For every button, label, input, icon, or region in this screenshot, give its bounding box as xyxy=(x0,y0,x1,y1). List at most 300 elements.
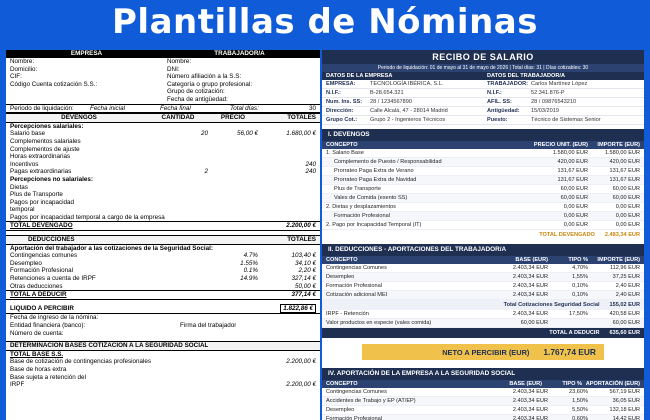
aportacion-section: IV. APORTACIÓN DE LA EMPRESA A LA SEGURIDAD SOCIAL xyxy=(322,368,644,380)
deducciones-list xyxy=(6,252,320,290)
trabajador-kv xyxy=(483,89,644,98)
trabajador-kv-value: 52.341.876-P xyxy=(531,90,565,96)
trabajador-kv xyxy=(483,107,644,116)
no-salarial-row xyxy=(6,191,320,199)
fecha-ingreso-label: Fecha de ingreso de la nómina: xyxy=(10,314,99,322)
ded-concepto-col: CONCEPTO xyxy=(326,257,358,263)
no-salarial-concept: Pagos por incapacidad temporal a cargo de la empresa xyxy=(10,213,165,221)
devengo-concept: Incentivos xyxy=(10,160,39,168)
ap-concepto-col: CONCEPTO xyxy=(326,381,358,387)
total-dias-label: Total días: xyxy=(230,104,259,112)
devengo-table-concept: Plus de Transporte xyxy=(334,186,381,192)
total-cot-value: 155,02 EUR xyxy=(609,302,640,308)
neto-value: 1.767,74 EUR xyxy=(543,346,596,357)
trabajador-kv-key: AFIL. SS: xyxy=(487,99,512,105)
no-salarial-concept: Plus de Transporte xyxy=(10,191,63,199)
deduccion-table-row-base: 2.403,34 EUR xyxy=(512,292,548,298)
devengo-cantidad xyxy=(148,146,208,154)
empresa-kv-value: TECNOLOGÍA IBÉRICA, S.L. xyxy=(370,81,444,87)
devengo-table-unit: 60,00 EUR xyxy=(560,195,588,201)
deduccion-table-row xyxy=(322,310,644,319)
base-row xyxy=(6,374,320,382)
total-base-row xyxy=(6,351,320,359)
receipt-info xyxy=(322,72,644,125)
base-title xyxy=(6,341,320,351)
devengo-row xyxy=(6,130,320,138)
cuenta-label: Número de cuenta: xyxy=(10,329,64,337)
deduccion-table-row xyxy=(322,319,644,328)
devengo-table-row xyxy=(322,167,644,176)
aportacion-table-row-importe: 36,05 EUR xyxy=(612,398,640,404)
no-salariales-list xyxy=(6,184,320,222)
devengo-table-unit: 0,00 EUR xyxy=(563,222,588,228)
trabajador-kv xyxy=(483,80,644,89)
no-salarial-row xyxy=(6,199,320,207)
deduccion-table-row-importe: 60,00 EUR xyxy=(612,320,640,326)
importe-col: IMPORTE (EUR) xyxy=(597,142,640,148)
devengo-table-concept: 2. Dietas y desplazamientos xyxy=(326,204,396,210)
deducciones-table-2 xyxy=(322,310,644,328)
empresa-field xyxy=(6,58,163,66)
base-concept: Base de horas extra xyxy=(10,365,67,373)
no-salarial-row xyxy=(6,206,320,214)
entidad-label: Entidad financiera (banco): xyxy=(10,322,86,329)
precio-col: PRECIO xyxy=(220,114,246,122)
deduccion-table-row-concept: Desempleo xyxy=(326,274,355,280)
empresa-fields xyxy=(6,58,163,104)
empresa-kv-list xyxy=(322,80,483,125)
deduccion-table-row-importe: 37,25 EUR xyxy=(612,274,640,280)
trabajador-field xyxy=(163,58,320,66)
ded-tipo-col: TIPO % xyxy=(568,257,588,263)
no-salarial-concept: temporal xyxy=(10,206,35,214)
deduccion-pct: 0.1% xyxy=(243,267,258,275)
trabajador-field xyxy=(163,73,320,81)
devengos-header xyxy=(6,113,320,123)
liquido-label: LIQUIDO A PERCIBIR xyxy=(10,304,74,312)
deduccion-table-row-base: 2.403,34 EUR xyxy=(512,283,548,289)
total-cot-row xyxy=(322,300,644,310)
empresa-kv-value: Grupo 2 - Ingenieros Técnicos xyxy=(370,117,446,123)
empresa-field-label: Código Cuenta cotización S.S.: xyxy=(10,80,98,88)
trabajador-kv-key: Puesto: xyxy=(487,117,508,123)
trabajador-field xyxy=(163,96,320,104)
trabajador-field-label: Número afiliación a la S.S: xyxy=(167,73,242,81)
empresa-kv-key: Dirección: xyxy=(326,108,354,114)
liquido-value: 1.822,86 € xyxy=(280,304,316,314)
devengos-col-header xyxy=(322,141,644,149)
total-devengado-row xyxy=(322,230,644,240)
deduccion-table-row-base: 2.403,34 EUR xyxy=(512,274,548,280)
devengo-table-concept: Prorrateo Paga Extra de Navidad xyxy=(334,177,417,183)
aportacion-col-header xyxy=(322,380,644,388)
devengo-table-unit: 60,00 EUR xyxy=(560,186,588,192)
empresa-kv xyxy=(322,89,483,98)
aportacion-title: Aportación del trabajador a las cotizaciones de la Seguridad Social: xyxy=(10,244,213,252)
devengo-precio xyxy=(208,146,258,154)
deduccion-table-row-importe: 2,40 EUR xyxy=(615,292,640,298)
deduccion-pct: 1.55% xyxy=(240,259,258,267)
concepto-col: CONCEPTO xyxy=(326,142,358,148)
deduccion-table-row-tipo: 1,55% xyxy=(572,274,588,280)
aportacion-table-row-tipo: 5,50% xyxy=(572,407,588,413)
trabajador-kv-key: Antigüedad: xyxy=(487,108,520,114)
aportacion-table-row-tipo: 0,60% xyxy=(572,416,588,420)
devengo-cantidad xyxy=(148,138,208,146)
devengo-concept: Complementos salariales xyxy=(10,137,81,145)
trabajador-kv-key: TRABAJADOR: xyxy=(487,81,529,87)
no-salarial-row xyxy=(6,214,320,222)
aportacion-table-row-concept: Desempleo xyxy=(326,407,355,413)
devengo-table-unit: 0,00 EUR xyxy=(563,213,588,219)
aportacion-table-row xyxy=(322,415,644,420)
empresa-kv-key: N.I.F.: xyxy=(326,90,341,96)
devengo-table-concept: Prorrateo Paga Extra de Verano xyxy=(334,168,414,174)
deduccion-table-row-importe: 112,96 EUR xyxy=(609,265,640,271)
devengo-table-importe: 0,00 EUR xyxy=(615,222,640,228)
trabajador-field-label: Grupo de cotización: xyxy=(167,88,225,96)
devengo-table-importe: 0,00 EUR xyxy=(615,213,640,219)
devengo-precio xyxy=(208,168,258,176)
devengo-row xyxy=(6,168,320,176)
banner-title: Plantillas de Nóminas xyxy=(112,2,538,42)
deducciones-header xyxy=(6,235,320,245)
devengo-table-unit: 1.580,00 EUR xyxy=(552,150,588,156)
trabajador-kv-list xyxy=(483,80,644,125)
aportacion-table-row-base: 2.403,34 EUR xyxy=(512,407,548,413)
ded-base-col: BASE (EUR) xyxy=(515,257,548,263)
devengo-table-concept: Vales de Comida (exento SS) xyxy=(334,195,408,201)
deduccion-table-row-tipo: 4,70% xyxy=(572,265,588,271)
deduccion-row xyxy=(6,260,320,268)
trabajador-kv-key: N.I.F.: xyxy=(487,90,502,96)
devengo-total: 1.680,00 € xyxy=(286,130,316,138)
devengo-table-importe: 131,67 EUR xyxy=(609,177,640,183)
devengo-table-importe: 131,67 EUR xyxy=(609,168,640,174)
devengo-table-unit: 0,00 EUR xyxy=(563,204,588,210)
devengo-table-concept: 1. Salario Base xyxy=(326,150,364,156)
devengo-cantidad: 20 xyxy=(200,130,208,138)
empresa-kv-value: 28 / 1234567890 xyxy=(370,99,412,105)
deducciones-col-header xyxy=(322,256,644,264)
base-total: 2.200,00 € xyxy=(286,381,316,389)
devengo-table-importe: 0,00 EUR xyxy=(615,204,640,210)
aportacion-table-row-tipo: 23,60% xyxy=(569,389,588,395)
trabajador-field xyxy=(163,81,320,89)
aportacion-table-row-importe: 14,42 EUR xyxy=(612,416,640,420)
trabajador-label: TRABAJADOR/A xyxy=(214,50,265,57)
deduccion-table-row-tipo: 0,10% xyxy=(572,283,588,289)
devengos-table xyxy=(322,149,644,230)
base-concept: Base sujeta a retención del xyxy=(10,373,86,381)
devengo-precio xyxy=(208,138,258,146)
fecha-ingreso xyxy=(6,313,320,322)
cantidad-col: CANTIDAD xyxy=(161,114,195,122)
empresa-kv-key: EMPRESA: xyxy=(326,81,356,87)
total-cot-label: Total Cotizaciones Seguridad Social xyxy=(503,302,600,308)
base-total: 2.200,00 € xyxy=(286,358,316,366)
percepciones-no-salariales: Percepciones no salariales: xyxy=(10,175,93,183)
aportacion-table-row-importe: 567,19 EUR xyxy=(609,389,640,395)
devengo-cantidad xyxy=(148,153,208,161)
left-header-bar xyxy=(6,50,320,58)
deduccion-row xyxy=(6,252,320,260)
empresa-field xyxy=(6,66,163,74)
devengo-row xyxy=(6,146,320,154)
devengo-row xyxy=(6,138,320,146)
aportacion-table xyxy=(322,388,644,420)
receipt-title: RECIBO DE SALARIO xyxy=(322,50,644,64)
banner xyxy=(0,0,650,44)
devengos-list xyxy=(6,130,320,176)
empresa-kv xyxy=(322,107,483,116)
aportacion-table-row-concept: Formación Profesional xyxy=(326,416,382,420)
deduccion-table-row-tipo xyxy=(548,319,588,327)
deduccion-table-row-base: 2.403,34 EUR xyxy=(512,265,548,271)
devengo-table-row xyxy=(322,176,644,185)
periodo-row xyxy=(6,104,320,114)
empresa-kv-value: B-28.654.321 xyxy=(370,90,404,96)
trabajador-kv-value: Carlos Martínez López xyxy=(531,81,588,87)
empresa-field-label: Domicilio: xyxy=(10,65,38,73)
devengo-table-row xyxy=(322,149,644,158)
trabajador-fields xyxy=(163,58,320,104)
total-deducir-label: TOTAL A DEDUCIR xyxy=(10,291,67,299)
empresa-kv-value: Calle Alcalá, 47 - 28014 Madrid xyxy=(370,108,448,114)
deduccion-pct: 4.7% xyxy=(243,252,258,260)
total-dias-value: 30 xyxy=(308,104,316,112)
total-deducir-row xyxy=(322,328,644,338)
trabajador-kv-value: 15/03/2019 xyxy=(531,108,559,114)
deduccion-table-row xyxy=(322,291,644,300)
empresa-info xyxy=(322,72,483,125)
percepciones-salariales: Percepciones salariales: xyxy=(10,122,84,130)
devengo-table-row xyxy=(322,221,644,230)
deduccion-table-row-importe: 2,40 EUR xyxy=(615,283,640,289)
devengo-table-row xyxy=(322,185,644,194)
precio-unit-col: PRECIO UNIT. (EUR) xyxy=(533,142,588,148)
right-payslip-receipt xyxy=(322,50,644,420)
trabajador-info xyxy=(483,72,644,125)
devengo-table-row xyxy=(322,212,644,221)
devengo-total: 240 xyxy=(305,160,316,168)
empresa-field-label: CIF: xyxy=(10,73,22,81)
deduccion-total: 2,20 € xyxy=(298,267,316,275)
total-deducir-row xyxy=(6,290,320,300)
deduccion-row xyxy=(6,283,320,291)
aportacion-table-row xyxy=(322,406,644,415)
empresa-field xyxy=(6,73,163,81)
empresa-kv-key: Grupo Cot.: xyxy=(326,117,358,123)
neto-label: NETO A PERCIBIR (EUR) xyxy=(442,347,530,357)
deduccion-table-row-importe: 420,58 EUR xyxy=(609,311,640,317)
devengo-table-unit: 420,00 EUR xyxy=(557,159,588,165)
base-row xyxy=(6,366,320,374)
devengo-concept: Complementos de ajuste xyxy=(10,145,80,153)
empresa-kv-key: Num. Ins. SS: xyxy=(326,99,363,105)
deduccion-table-row-base: 2.403,34 EUR xyxy=(512,311,548,317)
empresa-field xyxy=(6,81,163,89)
aportacion-table-row-base: 2.403,34 EUR xyxy=(512,416,548,420)
devengo-table-concept: 2. Pago por Incapacidad Temporal (IT) xyxy=(326,222,422,228)
deduccion-table-row-tipo: 0,10% xyxy=(572,292,588,298)
devengo-table-unit: 131,67 EUR xyxy=(557,177,588,183)
deduccion-pct: 14.9% xyxy=(240,275,258,283)
empresa-kv xyxy=(322,98,483,107)
deduccion-table-row xyxy=(322,273,644,282)
base-row xyxy=(6,381,320,389)
fecha-inicial: Fecha inicial xyxy=(90,104,125,112)
devengos-col: DEVENGOS xyxy=(61,114,97,122)
devengo-total xyxy=(258,146,316,154)
total-deducir-value: 377,14 € xyxy=(291,291,316,299)
aportacion-table-row-base: 2.403,34 EUR xyxy=(512,389,548,395)
base-title-text: DETERMINACIÓN BASES COTIZACIÓN A LA SEGURIDAD SOCIAL xyxy=(10,342,209,350)
deduccion-table-row-concept: Formación Profesional xyxy=(326,283,382,289)
fecha-final: Fecha final xyxy=(160,104,191,112)
aportacion-table-row-base: 2.403,34 EUR xyxy=(512,398,548,404)
devengo-total xyxy=(258,153,316,161)
devengo-concept: Pagas extraordinarias xyxy=(10,168,72,176)
deduccion-table-row-concept: IRPF - Retención xyxy=(326,311,369,317)
devengo-precio xyxy=(208,161,258,169)
trabajador-field xyxy=(163,66,320,74)
deduccion-pct xyxy=(208,283,258,291)
deduccion-concept: Desempleo xyxy=(10,259,42,267)
deduccion-table-row-base: 60,00 EUR xyxy=(520,320,548,326)
base-list xyxy=(6,358,320,388)
total-devengado-label: TOTAL DEVENGADO xyxy=(10,222,73,230)
trabajador-field xyxy=(163,88,320,96)
total-base-label: TOTAL BASE S.S. xyxy=(10,350,64,358)
deduccion-row xyxy=(6,267,320,275)
trabajador-kv xyxy=(483,98,644,107)
deduccion-table-row xyxy=(322,282,644,291)
devengo-concept: Salario base xyxy=(10,130,46,138)
devengo-table-concept: Complemento de Puesto / Responsabilidad xyxy=(334,159,442,165)
deduccion-concept: Formación Profesional xyxy=(10,267,73,275)
no-salarial-concept: Dietas xyxy=(10,183,28,191)
aportacion-table-row-tipo: 1,50% xyxy=(572,398,588,404)
neto-a-percibir xyxy=(362,344,604,360)
devengo-total xyxy=(258,138,316,146)
aportacion-table-row-concept: Contingencias Comunes xyxy=(326,389,387,395)
left-payslip-template xyxy=(6,50,320,420)
devengo-table-row xyxy=(322,203,644,212)
no-salarial-concept: Pagos por incapacidad xyxy=(10,198,75,206)
devengo-precio xyxy=(208,153,258,161)
firma-label: Firma del trabajador xyxy=(180,322,237,329)
trabajador-field-label: Categoría o grupo profesional: xyxy=(167,80,253,88)
total-devengado-value: 2.483,34 EUR xyxy=(604,232,640,238)
empresa-label: EMPRESA xyxy=(70,50,103,57)
devengo-table-importe: 60,00 EUR xyxy=(612,195,640,201)
deducciones-section: II. DEDUCCIONES - APORTACIONES DEL TRABAJADOR/A xyxy=(322,244,644,256)
devengo-total: 240 xyxy=(305,168,316,176)
devengo-concept: Horas extraordinarias xyxy=(10,153,71,161)
deduccion-total: 327,14 € xyxy=(291,275,316,283)
ap-tipo-col: TIPO % xyxy=(562,381,582,387)
devengo-table-importe: 60,00 EUR xyxy=(612,186,640,192)
receipt-period: Periodo de liquidación: 01 de mayo al 31 de mayo de 2026 | Total días: 31 | Días cotizables: 30 xyxy=(322,64,644,72)
periodo-label: Periodo de liquidación: xyxy=(10,104,74,112)
empresa-head: DATOS DE LA EMPRESA xyxy=(322,72,483,80)
devengo-table-row xyxy=(322,158,644,167)
deduccion-table-row-concept: Contingencias Comunes xyxy=(326,265,387,271)
empresa-kv xyxy=(322,116,483,125)
base-row xyxy=(6,358,320,366)
total-deducir-label: TOTAL A DEDUCIR xyxy=(549,330,600,336)
total-devengado-row xyxy=(6,221,320,231)
trabajador-kv-value: Técnico de Sistemas Senior xyxy=(531,117,601,123)
deducciones-table xyxy=(322,264,644,300)
deduccion-table-row-tipo: 17,50% xyxy=(569,311,588,317)
cuenta-row xyxy=(6,330,320,338)
no-salarial-row xyxy=(6,184,320,192)
devengo-precio: 56,00 € xyxy=(236,130,258,138)
deduccion-table-row-concept: Cotización adicional MEI xyxy=(326,292,388,298)
devengo-cantidad: 2 xyxy=(204,168,208,176)
devengo-row xyxy=(6,153,320,161)
empresa-field-label: Nombre: xyxy=(10,58,35,65)
deduccion-table-row-concept: Valor productos en especie (vales comida) xyxy=(326,320,432,326)
totales-col: TOTALES xyxy=(287,114,316,122)
devengo-table-concept: Formación Profesional xyxy=(334,213,390,219)
liquido-row xyxy=(6,304,320,314)
empresa-kv xyxy=(322,80,483,89)
trabajador-kv xyxy=(483,116,644,125)
total-devengado-value: 2.200,00 € xyxy=(286,222,316,230)
total-deducir-value: 635,60 EUR xyxy=(609,330,640,336)
ded-totales-col: TOTALES xyxy=(287,236,316,244)
trabajador-field-label: Nombre: xyxy=(167,58,192,65)
trabajador-head: DATOS DEL TRABAJADOR/A xyxy=(483,72,644,80)
ap-aportacion-col: APORTACIÓN (EUR) xyxy=(585,381,640,387)
total-devengado-label: TOTAL DEVENGADO xyxy=(539,232,595,238)
deduccion-total: 34,10 € xyxy=(294,259,316,267)
deduccion-total: 103,40 € xyxy=(291,252,316,260)
trabajador-field-label: Fecha de antigüedad: xyxy=(167,95,228,103)
base-concept: IRPF xyxy=(10,381,25,389)
base-total xyxy=(258,366,316,374)
devengo-cantidad xyxy=(148,161,208,169)
entidad-row xyxy=(6,322,320,330)
devengo-table-importe: 420,00 EUR xyxy=(609,159,640,165)
deduccion-concept: Contingencias comunes xyxy=(10,252,78,260)
deduccion-concept: Otras deducciones xyxy=(10,282,63,290)
deduccion-concept: Retenciones a cuenta de IRPF xyxy=(10,275,96,283)
devengo-row xyxy=(6,161,320,169)
deduccion-table-row xyxy=(322,264,644,273)
deduccion-total: 50,00 € xyxy=(294,282,316,290)
devengos-section: I. DEVENGOS xyxy=(322,129,644,141)
aportacion-table-row xyxy=(322,397,644,406)
aportacion-table-row xyxy=(322,388,644,397)
trabajador-field-label: DNI: xyxy=(167,65,180,73)
devengo-table-unit: 131,67 EUR xyxy=(557,168,588,174)
deduccion-row xyxy=(6,275,320,283)
ded-importe-col: IMPORTE (EUR) xyxy=(597,257,640,263)
devengo-table-row xyxy=(322,194,644,203)
devengo-table-importe: 1.580,00 EUR xyxy=(604,150,640,156)
base-total xyxy=(258,374,316,382)
ap-base-col: BASE (EUR) xyxy=(509,381,542,387)
base-concept: Base de cotización de contingencias profesionales xyxy=(10,358,152,366)
trabajador-kv-value: 28 / 09876543210 xyxy=(531,99,577,105)
aportacion-table-row-concept: Accidentes de Trabajo y EP (AT/EP) xyxy=(326,398,416,404)
deducciones-col: DEDUCCIONES xyxy=(28,236,75,244)
aportacion-table-row-importe: 132,18 EUR xyxy=(609,407,640,413)
